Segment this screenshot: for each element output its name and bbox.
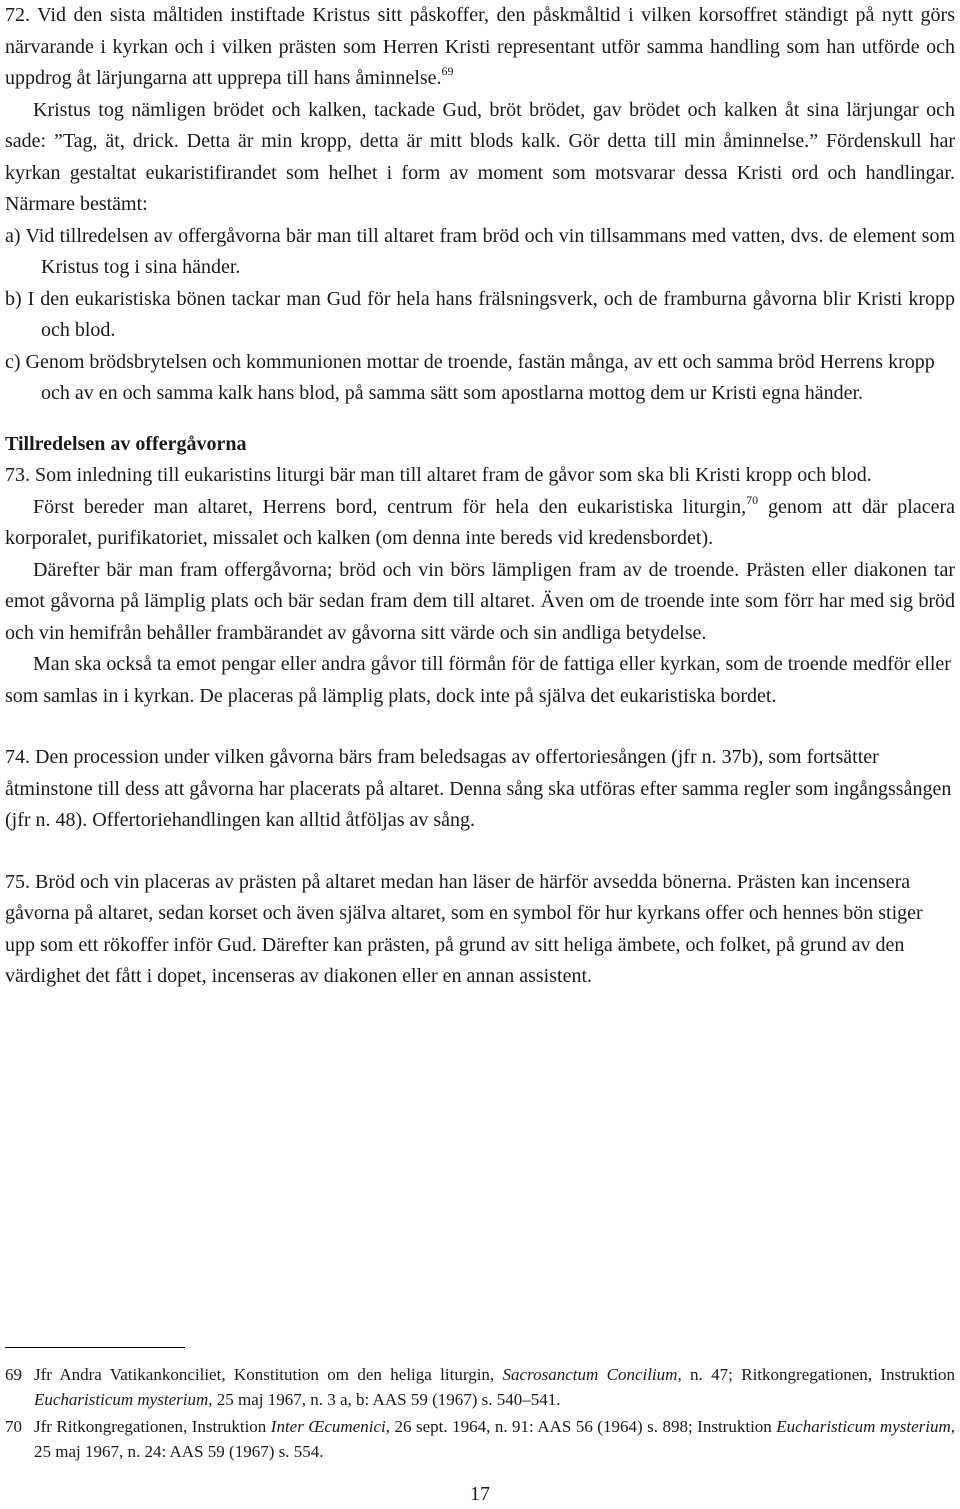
list-item-b: b) I den eukaristiska bönen tackar man Gud för hela hans frälsningsverk, och de framburna gåvorna blir Kristi kropp och blod. (5, 287, 955, 341)
footnote-title: Inter Œcumenici (270, 1417, 386, 1436)
footnote-title: Sacrosanctum Concilium (502, 1365, 678, 1384)
footnote-text-part: , 25 maj 1967, n. 24: AAS 59 (1967) s. 554. (34, 1417, 955, 1461)
list-item-a: a) Vid tillredelsen av offergåvorna bär man till altaret fram bröd och vin tillsammans med vatten, dvs. de element som Kristus tog i sina händer. (5, 224, 955, 278)
paragraph-73-second (5, 492, 955, 555)
footnote-text (34, 1363, 955, 1412)
paragraph-72-intro-text: 72. Vid den sista måltiden instiftade Kristus sitt påskoffer, den påskmåltid i vilken korsoffret ständigt på nytt görs närvarande i kyrkan och i vilken prästen som Herren Kristi representant utför samma handling som han utförde och uppdrog åt lärjungarna att upprepa till hans åminnelse. (5, 4, 955, 89)
paragraph-72-intro (5, 0, 955, 95)
page-number: 17 (470, 1483, 490, 1505)
paragraph-73-second-text-a: Först bereder man altaret, Herrens bord, centrum för hela den eukaristiska liturgin, (33, 495, 747, 518)
paragraph-73-second-text-b: genom att där placera korporalet, purifikatoriet, missalet och kalken (om denna inte bereds vid kredensbordet). (5, 495, 955, 549)
footnote-number: 70 (5, 1417, 22, 1436)
footnote-69 (5, 1363, 955, 1412)
document-page (5, 0, 955, 993)
footnote-number: 69 (5, 1365, 22, 1384)
footnotes (5, 1363, 955, 1467)
footnote-text-part: , 25 maj 1967, n. 3 a, b: AAS 59 (1967) s. 540–541. (208, 1389, 561, 1409)
list-item-c: c) Genom brödsbrytelsen och kommunionen mottar de troende, fastän många, av ett och samma bröd Herrens kropp och av en och samma kalk hans blod, på samma sätt som apostlarna mottog dem ur Kristi egna händer. (5, 350, 935, 404)
footnote-text-part: Jfr Andra Vatikankonciliet, Konstitution om den heliga liturgin, (34, 1365, 503, 1384)
footnote-title: Eucharisticum mysterium (34, 1389, 209, 1409)
paragraph-75: 75. Bröd och vin placeras av prästen på altaret medan han läser de härför avsedda bönerna. Prästen kan incensera gåvorna på altaret, sedan korset och även själva altaret, som en symbol för hur kyrkans offer och hennes bön stiger upp som ett rökoffer inför Gud. Därefter kan prästen, på grund av sitt heliga ämbete, och folket, på grund av den värdighet det fått i dopet, incenseras av diakonen eller en annan assistent. (5, 870, 923, 987)
section-heading: Tillredelsen av offergåvorna (5, 432, 247, 455)
paragraph-72-body: Kristus tog nämligen brödet och kalken, tackade Gud, bröt brödet, gav brödet och kalken åt sina lärjungar och sade: ”Tag, ät, drick. Detta är min kropp, detta är mitt blods kalk. Gör detta till min åminnelse.” Fördenskull har kyrkan gestaltat eukaristifirandet som helhet i form av moment som motsvarar dessa Kristi ord och handlingar. Närmare bestämt: (5, 98, 955, 215)
paragraph-73-third: Därefter bär man fram offergåvorna; bröd och vin börs lämpligen fram av de troende. Prästen eller diakonen tar emot gåvorna på lämplig plats och bär sedan fram dem till altaret. Även om de troende inte som förr har med sig bröd och vin hemifrån behåller frambärandet av gåvorna sitt värde och sin andliga betydelse. (5, 558, 955, 644)
footnote-70 (5, 1415, 955, 1464)
footnote-ref-69[interactable]: 69 (441, 64, 454, 78)
footnote-title: Eucharisticum mysterium (776, 1417, 951, 1436)
footnote-text-part: Jfr Ritkongregationen, Instruktion (34, 1417, 271, 1436)
paragraph-73-fourth: Man ska också ta emot pengar eller andra gåvor till förmån för de fattiga eller kyrkan, som de troende medför eller som samlas in i kyrkan. De placeras på lämplig plats, dock inte på själva det eukaristiska bordet. (5, 653, 951, 707)
paragraph-73-first: 73. Som inledning till eukaristins liturgi bär man till altaret fram de gåvor som ska bli Kristi kropp och blod. (5, 464, 872, 486)
footnote-text-part: , n. 47; Ritkongregationen, Instruktion (677, 1365, 955, 1384)
footnote-separator (5, 1347, 185, 1348)
paragraph-spacer (5, 712, 955, 742)
paragraph-74: 74. Den procession under vilken gåvorna bärs fram beledsagas av offertoriesången (jfr n. 37b), som fortsätter åtminstone till dess att gåvorna har placerats på altaret. Denna sång ska utföras efter samma regler som ingångssången (jfr n. 48). Offertoriehandlingen kan alltid åtföljas av sång. (5, 746, 952, 831)
footnote-ref-70[interactable]: 70 (746, 492, 759, 507)
footnote-text-part: , 26 sept. 1964, n. 91: AAS 56 (1964) s. 898; Instruktion (385, 1417, 777, 1436)
paragraph-spacer (5, 837, 955, 867)
footnote-text (34, 1415, 955, 1464)
